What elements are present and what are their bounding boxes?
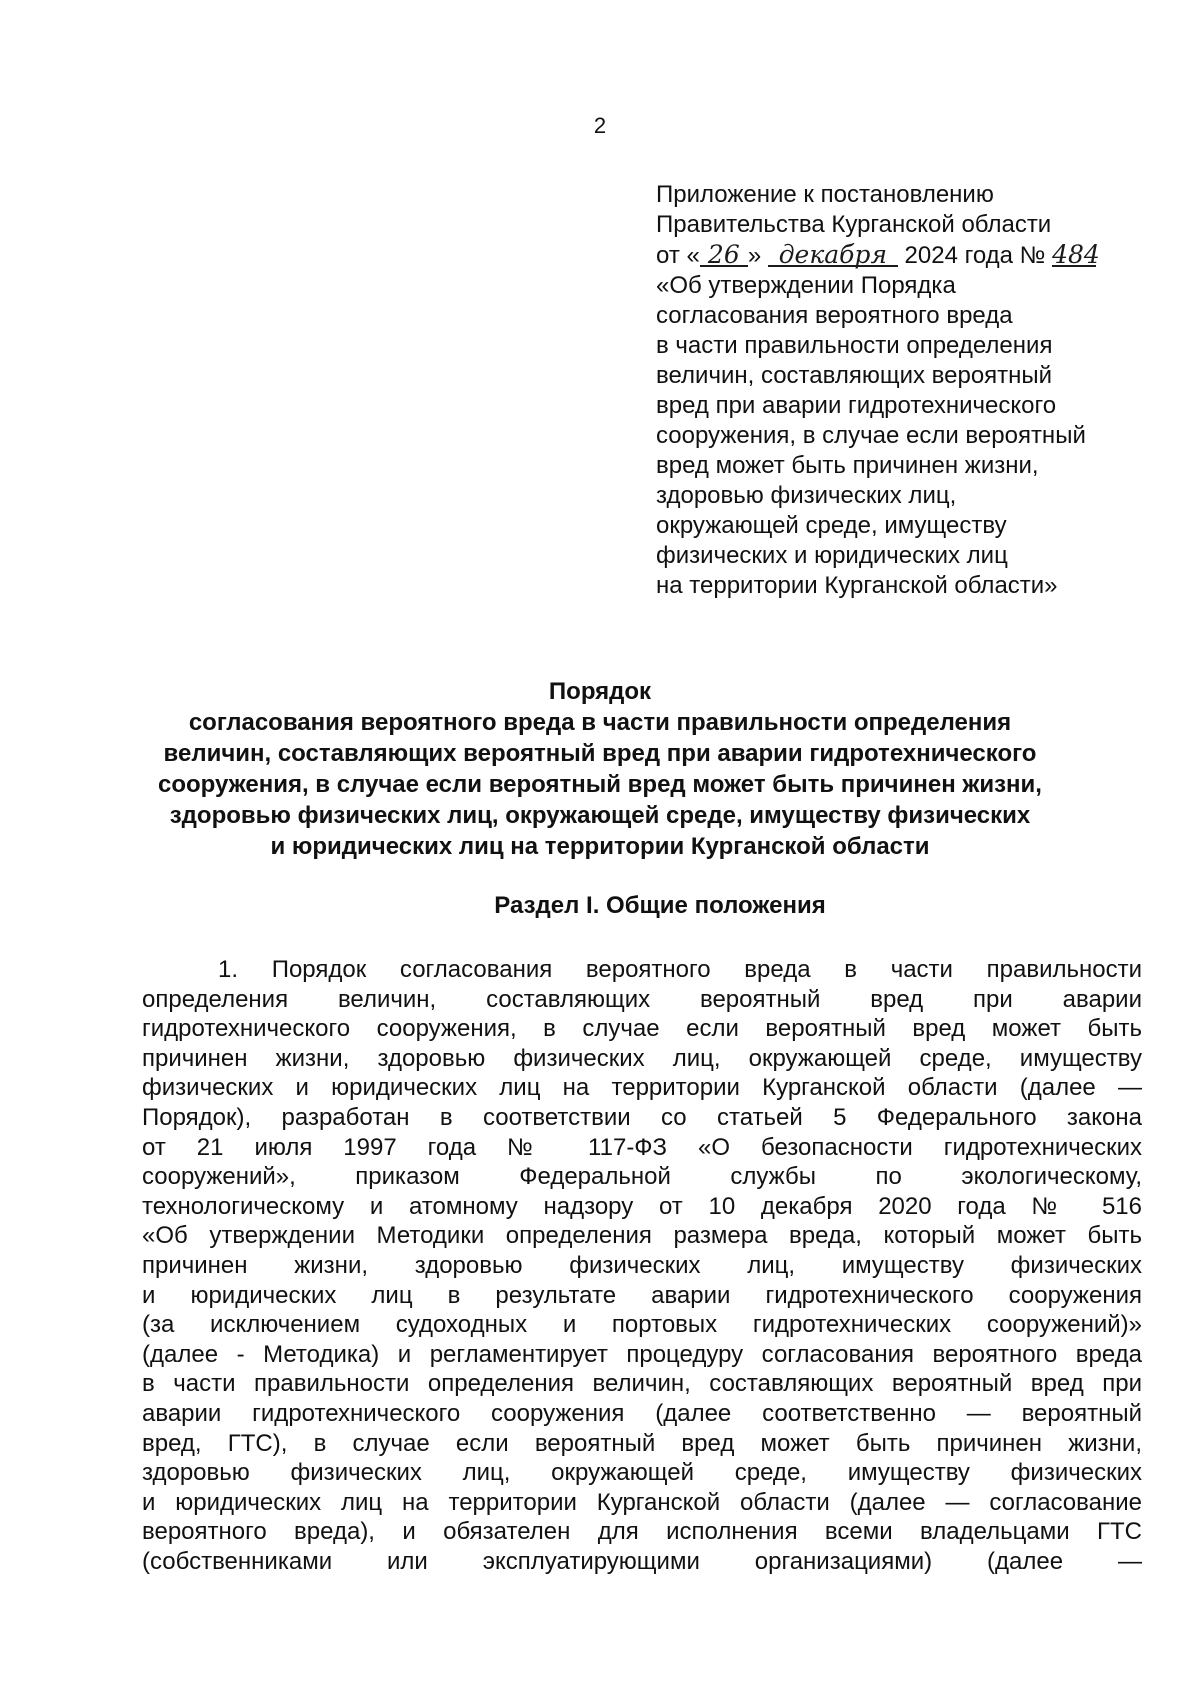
- paragraph-line: «Об утверждении Методики определения размера вреда, который может быть: [142, 1222, 1142, 1250]
- document-title-line: согласования вероятного вреда в части правильности определения: [188, 709, 1012, 736]
- handwritten-month: декабря: [768, 240, 898, 270]
- paragraph-line: физических и юридических лиц на территории Курганской области (далее —: [142, 1074, 1142, 1102]
- appendix-title-line: здоровью физических лиц,: [656, 482, 957, 509]
- appendix-title-line: согласования вероятного вреда: [656, 302, 1013, 329]
- paragraph-line: определения величин, составляющих вероятный вред при аварии: [142, 985, 1142, 1013]
- appendix-title-line: величин, составляющих вероятный: [656, 362, 1053, 389]
- appendix-title-line: «Об утверждении Порядка: [656, 272, 956, 299]
- document-title-line: здоровью физических лиц, окружающей среде, имуществу физических: [169, 802, 1031, 829]
- paragraph-line: Порядок), разработан в соответствии со статьей 5 Федерального закона: [142, 1103, 1142, 1131]
- paragraph-line: причинен жизни, здоровью физических лиц, окружающей среде, имуществу: [142, 1044, 1142, 1072]
- appendix-title-line: на территории Курганской области»: [656, 572, 1058, 599]
- appendix-title-line: в части правильности определения: [656, 332, 1053, 359]
- paragraph-line: здоровью физических лиц, окружающей среде, имуществу физических: [142, 1459, 1142, 1487]
- appendix-title-line: физических и юридических лиц: [656, 542, 1008, 569]
- paragraph-line: сооружений», приказом Федеральной службы по экологическому,: [142, 1163, 1142, 1191]
- paragraph-line: в части правильности определения величин, составляющих вероятный вред при: [142, 1370, 1142, 1398]
- paragraph-line: (собственниками или эксплуатирующими организациями) (далее —: [142, 1547, 1142, 1575]
- document-title-line: и юридических лиц на территории Курганской области: [270, 833, 930, 860]
- page-number: 2: [593, 113, 607, 138]
- appendix-title-line: вред при аварии гидротехнического: [656, 392, 1057, 419]
- appendix-title-line: вред может быть причинен жизни,: [656, 452, 1039, 479]
- handwritten-day: 26: [700, 240, 748, 270]
- paragraph-line: причинен жизни, здоровью физических лиц, имуществу физических: [142, 1251, 1142, 1279]
- paragraph-1: [142, 955, 1142, 1576]
- paragraph-line: 1. Порядок согласования вероятного вреда в части правильности: [218, 956, 1142, 983]
- paragraph-line: вероятного вреда), и обязателен для исполнения всеми владельцами ГТС: [142, 1518, 1142, 1546]
- paragraph-line: и юридических лиц на территории Курганской области (далее — согласование: [142, 1488, 1142, 1516]
- document-title-line: сооружения, в случае если вероятный вред может быть причинен жизни,: [158, 771, 1042, 798]
- date-close-quote: »: [747, 242, 762, 269]
- paragraph-line: технологическому и атомному надзору от 10 декабря 2020 года № 516: [142, 1192, 1142, 1220]
- handwritten-number: 484: [1052, 240, 1100, 269]
- section-heading: Раздел I. Общие положения: [494, 892, 826, 919]
- document-title-line: величин, составляющих вероятный вред при аварии гидротехнического: [163, 740, 1037, 767]
- paragraph-line: от 21 июля 1997 года № 117-ФЗ «О безопасности гидротехнических: [142, 1133, 1142, 1161]
- appendix-title-line: окружающей среде, имуществу: [656, 512, 1007, 539]
- appendix-line: Приложение к постановлению: [656, 181, 994, 208]
- paragraph-line: и юридических лиц в результате аварии гидротехнического сооружения: [142, 1281, 1142, 1309]
- paragraph-line: вред, ГТС), в случае если вероятный вред может быть причинен жизни,: [142, 1429, 1142, 1457]
- appendix-line: Правительства Курганской области: [656, 211, 1052, 238]
- paragraph-line: гидротехнического сооружения, в случае если вероятный вред может быть: [142, 1015, 1142, 1043]
- paragraph-line: аварии гидротехнического сооружения (далее соответственно — вероятный: [142, 1399, 1142, 1427]
- date-year-text: 2024 года №: [904, 242, 1046, 269]
- document-title: [150, 676, 1050, 862]
- date-prefix: от «: [656, 242, 700, 269]
- document-title-line: Порядок: [548, 678, 652, 705]
- paragraph-line: (за исключением судоходных и портовых гидротехнических сооружений)»: [142, 1311, 1142, 1339]
- appendix-block: [656, 180, 1176, 601]
- appendix-date-line: [656, 240, 1176, 271]
- appendix-title-line: сооружения, в случае если вероятный: [656, 422, 1086, 449]
- paragraph-line: (далее - Методика) и регламентирует процедуру согласования вероятного вреда: [142, 1340, 1142, 1368]
